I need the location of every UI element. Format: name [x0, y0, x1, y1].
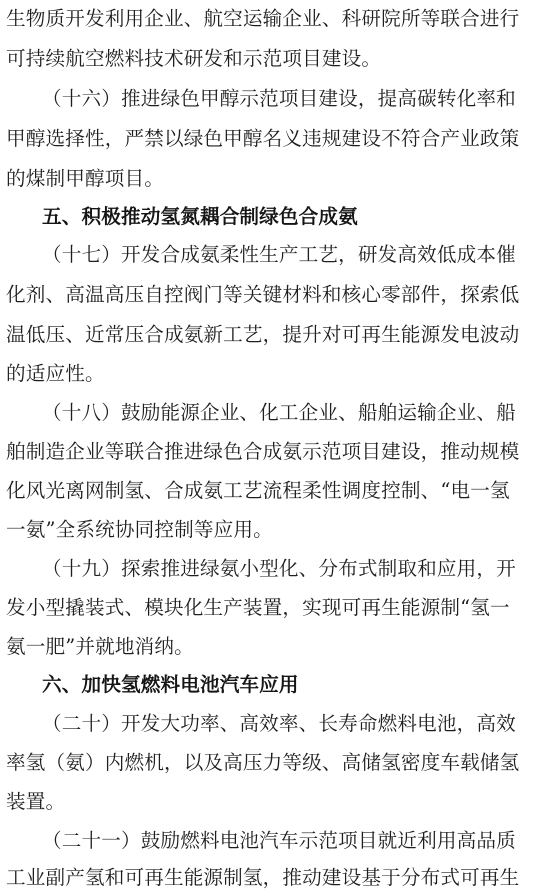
section-heading-6: 六、加快氢燃料电池汽车应用 [42, 673, 299, 696]
text-line: 可持续航空燃料技术研发和示范项目建设。 [6, 47, 382, 70]
text-line: 温低压、近常压合成氨新工艺，提升对可再生能源发电波动 [6, 323, 520, 346]
text-line: 率氢（氨）内燃机，以及高压力等级、高储氢密度车载储氢 [6, 751, 520, 774]
text-line: 生物质开发利用企业、航空运输企业、科研院所等联合进行 [6, 7, 520, 30]
text-line: 甲醇选择性，严禁以绿色甲醇名义违规建设不符合产业政策 [6, 127, 520, 150]
text-line: 装置。 [6, 790, 66, 813]
paragraph-20-start: （二十）开发大功率、高效率、长寿命燃料电池，高效 [42, 712, 516, 735]
section-heading-5: 五、积极推动氢氮耦合制绿色合成氨 [42, 205, 358, 228]
text-line: 发小型撬装式、模块化生产装置，实现可再生能源制“氢一 [6, 596, 510, 619]
text-line: 化剂、高温高压自控阀门等关键材料和核心零部件，探索低 [6, 283, 520, 306]
text-line: 一氨”全系统协同控制等应用。 [6, 518, 273, 541]
paragraph-18-start: （十八）鼓励能源企业、化工企业、船舶运输企业、船 [42, 401, 516, 424]
text-line: 舶制造企业等联合推进绿色合成氨示范项目建设，推动规模 [6, 440, 520, 463]
text-line: 的适应性。 [6, 362, 105, 385]
text-line: 工业副产氢和可再生能源制氢，推动建设基于分布式可再生 [6, 866, 520, 889]
paragraph-16-start: （十六）推进绿色甲醇示范项目建设，提高碳转化率和 [42, 87, 516, 110]
paragraph-19-start: （十九）探索推进绿氨小型化、分布式制取和应用，开 [42, 557, 516, 580]
text-line: 氨一肥”并就地消纳。 [6, 635, 194, 658]
paragraph-17-start: （十七）开发合成氨柔性生产工艺，研发高效低成本催 [42, 243, 516, 266]
text-line: 的煤制甲醇项目。 [6, 167, 164, 190]
paragraph-21-start: （二十一）鼓励燃料电池汽车示范项目就近利用高品质 [42, 829, 516, 852]
text-line: 化风光离网制氢、合成氨工艺流程柔性调度控制、“电一氢 [6, 479, 510, 502]
